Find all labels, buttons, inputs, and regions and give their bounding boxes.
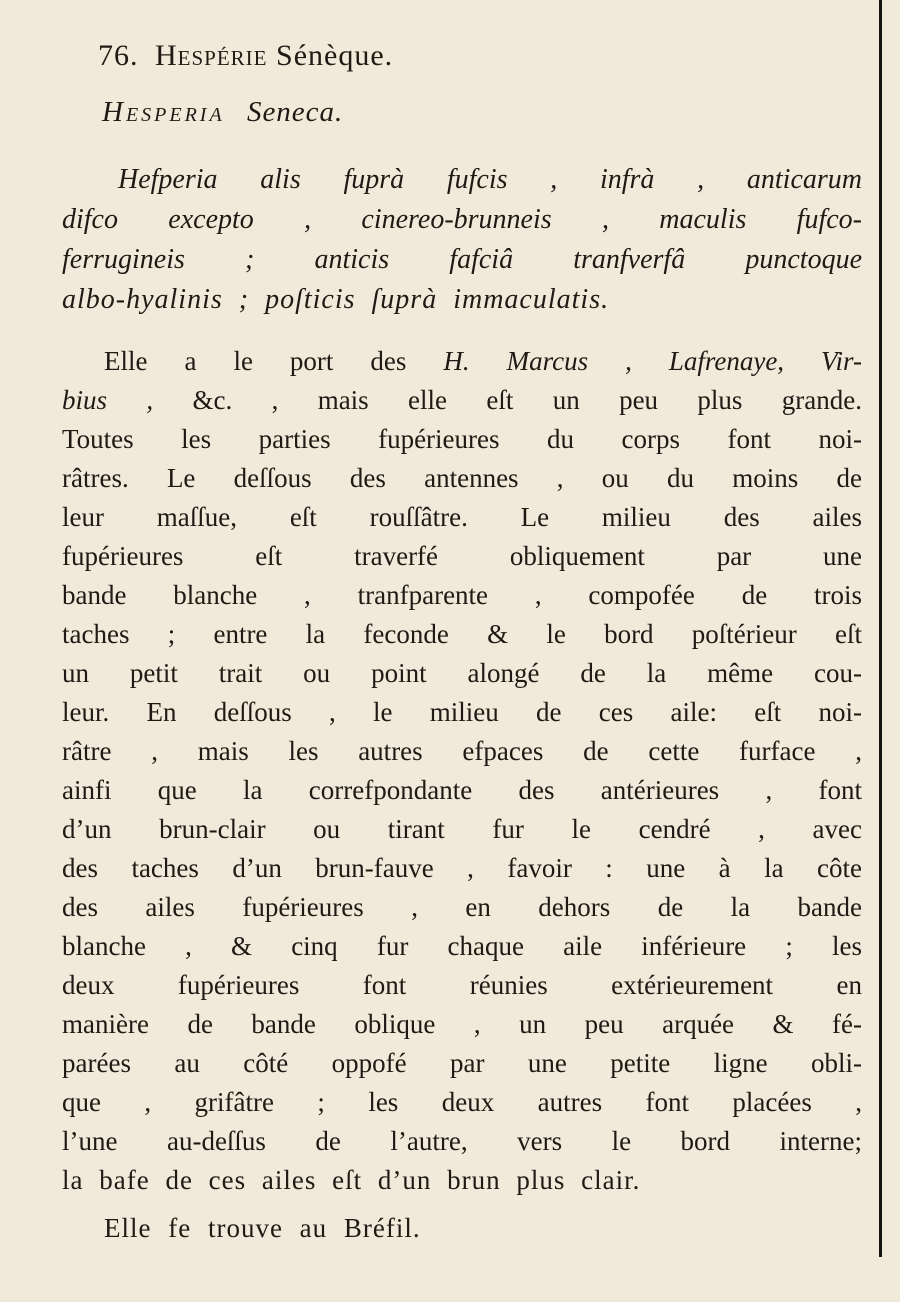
description-line bbox=[62, 732, 862, 771]
description-line bbox=[62, 810, 862, 849]
description-line bbox=[62, 1005, 862, 1044]
diagnosis-line: difco excepto , cinereo-brunneis , maculis fufco- bbox=[62, 204, 862, 235]
text-segment: la bafe de ces ailes eſt d’un brun plus clair. bbox=[62, 1165, 641, 1195]
text-segment: fupérieures eſt traverfé obliquement par une bbox=[62, 541, 862, 571]
text-segment: des taches d’un brun-fauve , favoir : une à la côte bbox=[62, 853, 862, 883]
diagnosis-line: Hefperia alis fuprà fufcis , infrà , anticarum bbox=[118, 164, 862, 195]
text-segment: râtres. Le deſſous des antennes , ou du moins de bbox=[62, 463, 862, 493]
description-line bbox=[62, 966, 862, 1005]
text-segment: l’une au-deſſus de l’autre, vers le bord interne; bbox=[62, 1126, 862, 1156]
description-line bbox=[62, 615, 862, 654]
italic-text-segment: bius , bbox=[62, 385, 193, 415]
french-description bbox=[62, 342, 862, 1200]
species-heading bbox=[98, 36, 393, 76]
text-segment: manière de bande oblique , un peu arquée & fé- bbox=[62, 1009, 862, 1039]
text-segment: taches ; entre la feconde & le bord poſtérieur eſt bbox=[62, 619, 862, 649]
text-segment: leur. En deſſous , le milieu de ces aile: eſt noi- bbox=[62, 697, 862, 727]
text-segment: que , grifâtre ; les deux autres font placées , bbox=[62, 1087, 862, 1117]
text-segment: leur maſſue, eſt rouſſâtre. Le milieu des ailes bbox=[62, 502, 862, 532]
latin-genus: Hesperia bbox=[102, 96, 225, 128]
text-segment: ainfi que la correfpondante des antérieures , font bbox=[62, 775, 862, 805]
species-genus-french: Hespérie bbox=[155, 39, 268, 72]
latin-species: Seneca. bbox=[246, 96, 344, 128]
description-line bbox=[62, 888, 862, 927]
description-line bbox=[62, 1044, 862, 1083]
description-line bbox=[62, 849, 862, 888]
diagnosis-line: albo-hyalinis ; poſticis ſuprà immaculatis. bbox=[62, 284, 610, 315]
description-line bbox=[62, 1161, 862, 1200]
diagnosis-line: ferrugineis ; anticis fafciâ tranfverfâ punctoque bbox=[62, 244, 862, 275]
text-segment: râtre , mais les autres efpaces de cette furface , bbox=[62, 736, 862, 766]
species-number: 76. bbox=[98, 39, 139, 72]
description-line bbox=[62, 654, 862, 693]
text-segment: Elle a le port des bbox=[104, 346, 444, 376]
text-segment: deux fupérieures font réunies extérieurement en bbox=[62, 970, 862, 1000]
text-segment: &c. , mais elle eſt un peu plus grande. bbox=[192, 385, 862, 415]
description-line bbox=[62, 693, 862, 732]
latin-title bbox=[102, 92, 343, 132]
description-line bbox=[62, 576, 862, 615]
description-line bbox=[62, 381, 862, 420]
description-line bbox=[62, 927, 862, 966]
text-segment: parées au côté oppofé par une petite ligne obli- bbox=[62, 1048, 862, 1078]
description-line bbox=[62, 498, 862, 537]
text-segment: d’un brun-clair ou tirant fur le cendré , avec bbox=[62, 814, 862, 844]
text-segment: des ailes fupérieures , en dehors de la bande bbox=[62, 892, 862, 922]
description-line bbox=[62, 1122, 862, 1161]
species-name-french: Sénèque. bbox=[276, 39, 394, 72]
description-line bbox=[62, 771, 862, 810]
description-line bbox=[62, 537, 862, 576]
text-segment: blanche , & cinq fur chaque aile inférieure ; les bbox=[62, 931, 862, 961]
text-segment: Toutes les parties fupérieures du corps font noi- bbox=[62, 424, 862, 454]
text-segment: bande blanche , tranfparente , compofée de trois bbox=[62, 580, 862, 610]
italic-text-segment: H. Marcus , Lafrenaye, Vir- bbox=[443, 346, 862, 376]
locality-line: Elle fe trouve au Bréfil. bbox=[104, 1213, 421, 1243]
description-line bbox=[62, 342, 862, 381]
text-segment: un petit trait ou point alongé de la même cou- bbox=[62, 658, 862, 688]
description-line bbox=[62, 1083, 862, 1122]
description-line bbox=[62, 420, 862, 459]
page-edge-rule bbox=[879, 0, 882, 1257]
description-line bbox=[62, 459, 862, 498]
latin-diagnosis bbox=[62, 160, 862, 320]
